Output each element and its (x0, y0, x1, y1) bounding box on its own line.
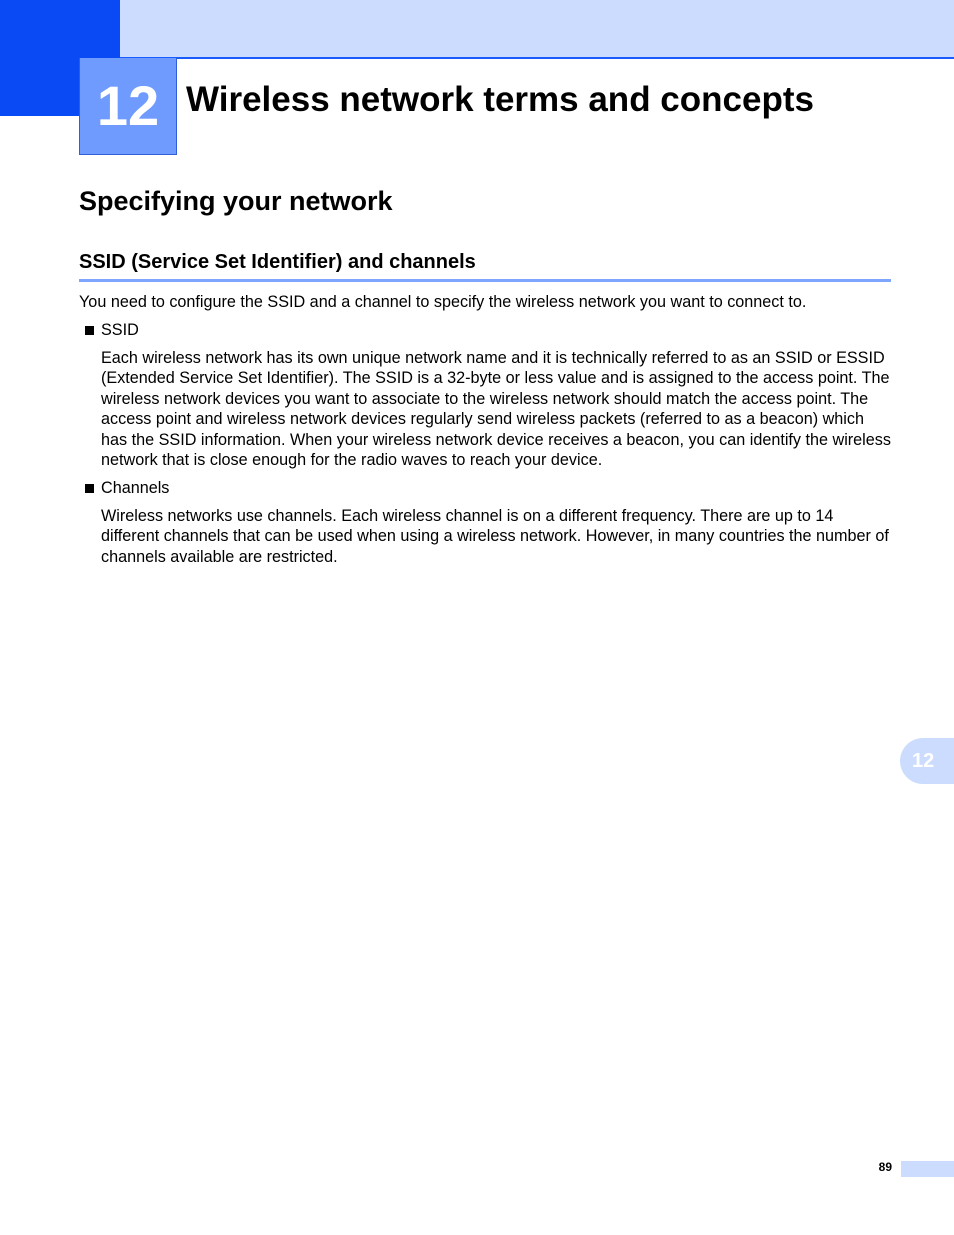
intro-paragraph: You need to configure the SSID and a channel to specify the wireless network you want to connect to. (79, 293, 807, 311)
page-number-bar (901, 1161, 954, 1177)
page-number: 89 (878, 1160, 892, 1174)
list-item (85, 478, 169, 498)
chapter-number-box: 12 (79, 58, 177, 155)
list-item-label: SSID (101, 321, 139, 339)
list-item-label: Channels (101, 479, 170, 497)
chapter-title: Wireless network terms and concepts (186, 80, 814, 119)
list-item-description: Wireless networks use channels. Each wireless channel is on a different frequency. There are up to 14 different channels that can be used when using a wireless network. However, in many countries the number of channels available are restricted. (101, 507, 889, 566)
chapter-side-tab: 12 (900, 738, 954, 784)
bullet-square-icon (85, 326, 94, 335)
section-title: Specifying your network (79, 186, 393, 216)
header-band (0, 0, 954, 58)
list-item-description: Each wireless network has its own unique network name and it is technically referred to as an SSID or ESSID (Extended Service Set Identifier). The SSID is a 32-byte or less value and is assigned to the access point. The wireless network devices you want to associate to the wireless network should match the access point. The access point and wireless network devices regularly send wireless packets (referred to as a beacon) which has the SSID information. When your wireless network device receives a beacon, you can identify the wireless network that is close enough for the radio waves to reach your device. (101, 349, 891, 470)
header-band-rule (120, 57, 954, 59)
bullet-square-icon (85, 484, 94, 493)
list-item (85, 320, 139, 340)
subsection-divider (79, 279, 891, 282)
subsection-title: SSID (Service Set Identifier) and channels (79, 251, 476, 273)
